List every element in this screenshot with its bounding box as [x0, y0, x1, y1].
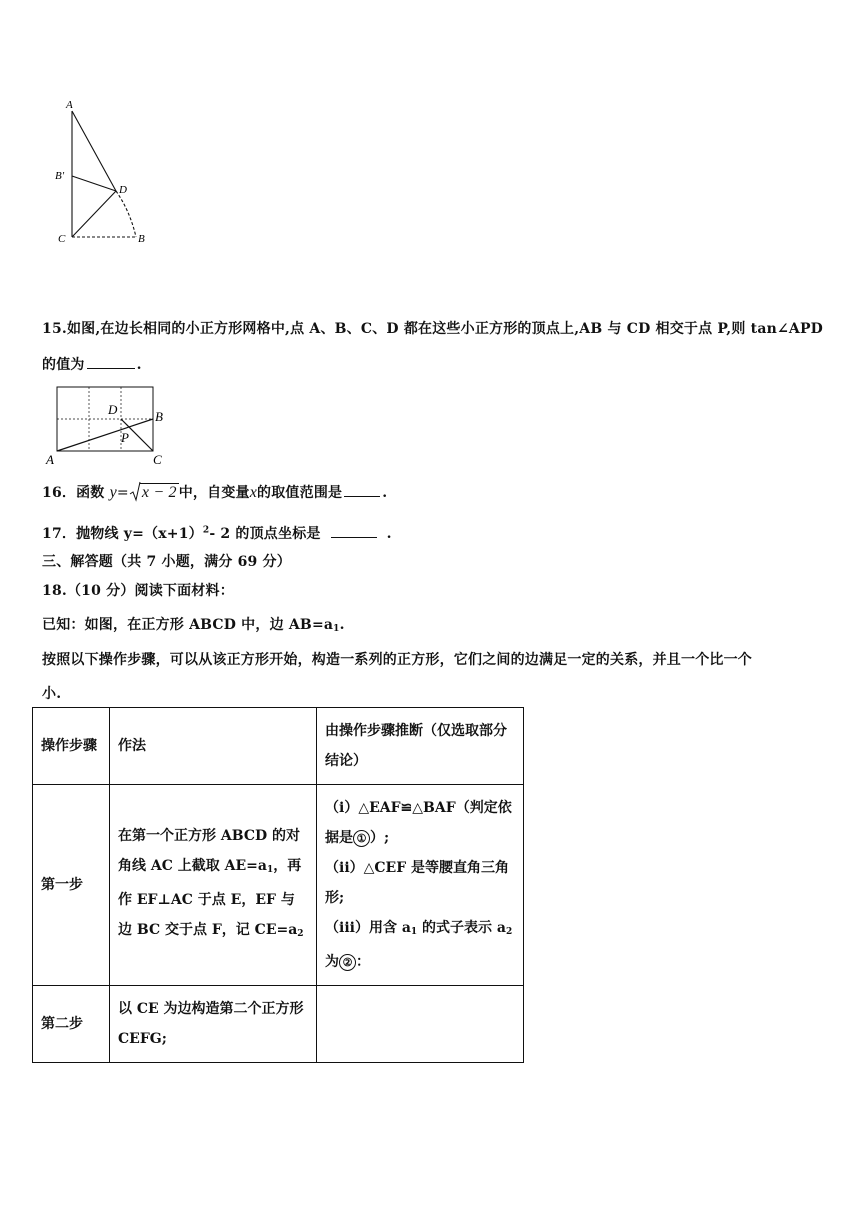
table-header-row — [33, 708, 524, 785]
method-cell — [110, 785, 317, 986]
method-text: 在第一个正方形 ABCD 的对角线 AC 上截取 AE=a — [118, 828, 300, 874]
label-p: P — [121, 430, 129, 445]
q16-mid: 中，自变量 — [178, 485, 250, 501]
label-b-prime: B' — [55, 170, 65, 182]
q17-answer-blank — [331, 535, 377, 538]
label-c: C — [58, 233, 66, 245]
given-sub: 1 — [333, 624, 340, 634]
result-sub: 2 — [506, 927, 513, 937]
table-header-cell: 由操作步骤推断（仅选取部分结论） — [317, 708, 524, 785]
sqrt-radicand: x − 2 — [141, 484, 177, 501]
blank-circle-1: ① — [353, 830, 370, 847]
question-16 — [42, 482, 387, 502]
question-15-line2 — [42, 354, 142, 374]
result-sub: 1 — [410, 927, 418, 937]
table-header-cell: 作法 — [110, 708, 317, 785]
q16-y: y — [109, 484, 117, 501]
method-cell: 以 CE 为边构造第二个正方形 CEFG; — [110, 986, 317, 1063]
label-c: C — [153, 452, 162, 467]
q16-x: x — [249, 484, 258, 501]
q15-answer-blank — [87, 366, 135, 369]
question-18-head: 18.（10 分）阅读下面材料： — [42, 583, 234, 599]
method-sub: 1 — [266, 865, 274, 875]
label-d: D — [119, 184, 127, 196]
q16-answer-blank — [344, 494, 380, 497]
q16-eq: = — [116, 485, 129, 501]
question-17 — [42, 523, 392, 543]
label-d: D — [108, 402, 118, 417]
table-row — [33, 986, 524, 1063]
table-row — [33, 785, 524, 986]
label-b: B — [155, 409, 163, 424]
result-i: （i）△EAF≌△BAF（判定依据是 — [325, 800, 512, 846]
given-text: 已知：如图，在正方形 ABCD 中，边 AB=a — [42, 617, 334, 633]
question-15-line1: 15.如图,在边长相同的小正方形网格中,点 A、B、C、D 都在这些小正方形的顶点上,AB 与 CD 相交于点 P,则 tan∠APD — [42, 321, 824, 337]
question-18-given — [42, 614, 345, 634]
label-a: A — [66, 99, 73, 111]
section-heading: 三、解答题（共 7 小题，满分 69 分） — [42, 554, 291, 570]
q17-exp: 2 — [202, 525, 210, 536]
question-18-intro1: 按照以下操作步骤，可以从该正方形开始，构造一系列的正方形，它们之间的边满足一定的关系，并且一个比一个 — [42, 652, 752, 668]
result-ii: （ii）△CEF 是等腰直角三角形; — [325, 860, 510, 906]
result-i-end: ）; — [370, 830, 390, 846]
question-18-intro2: 小. — [42, 686, 62, 702]
q16-end: . — [382, 485, 388, 501]
figure-triangle-fold — [50, 95, 160, 250]
q16-post: 的取值范围是 — [257, 485, 343, 501]
step-cell: 第二步 — [33, 986, 110, 1063]
label-a: A — [46, 452, 54, 467]
result-iii-mid: 的式子表示 a — [417, 920, 506, 936]
method-sub: 2 — [297, 929, 304, 939]
q17-pre: 17．抛物线 y=（x+1） — [42, 526, 203, 542]
q16-pre: 16．函数 — [42, 485, 105, 501]
segment-cd — [72, 191, 116, 237]
result-cell — [317, 986, 524, 1063]
step-cell: 第一步 — [33, 785, 110, 986]
q15-end: . — [136, 357, 142, 373]
result-iii-tail: ： — [356, 954, 370, 970]
table-header-cell: 操作步骤 — [33, 708, 110, 785]
q17-end: . — [386, 526, 392, 542]
q17-mid: - 2 的顶点坐标是 — [209, 526, 321, 542]
sqrt-expression — [129, 484, 179, 502]
arc-db — [116, 191, 136, 237]
result-cell — [317, 785, 524, 986]
label-b: B — [138, 233, 145, 245]
segment-ad — [72, 111, 116, 191]
result-iii-end: 为 — [325, 954, 339, 970]
q15-text: 的值为 — [42, 357, 85, 373]
segment-ab — [57, 419, 153, 451]
method-text: ，再作 EF⊥AC 于点 E，EF 与边 BC 交于点 F，记 CE=a — [118, 858, 302, 938]
result-iii: （iii）用含 a — [325, 920, 411, 936]
given-end: . — [339, 617, 345, 633]
steps-table — [32, 707, 524, 1063]
figure-grid — [44, 380, 174, 468]
blank-circle-2: ② — [339, 954, 356, 971]
